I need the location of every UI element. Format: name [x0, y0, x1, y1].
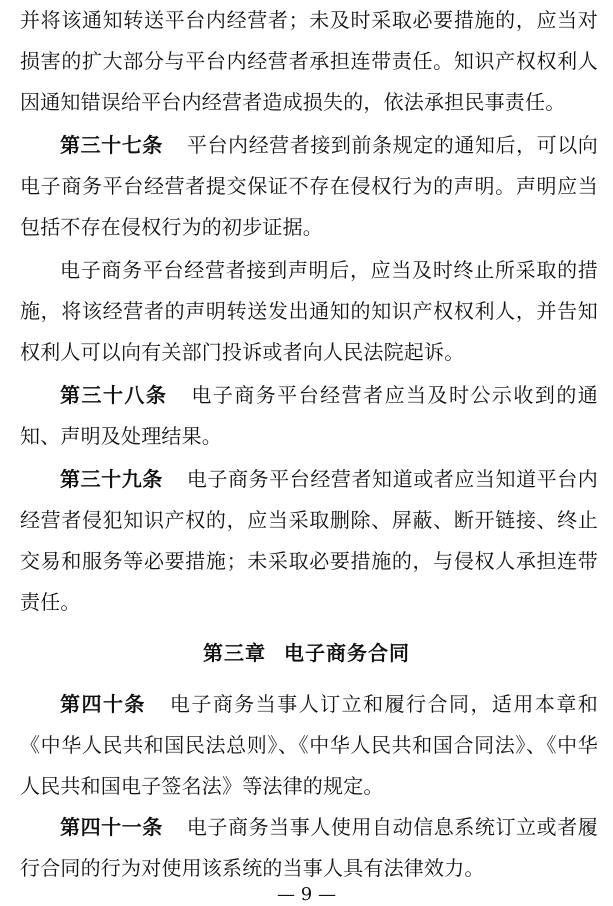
text-line: 权利人可以向有关部门投诉或者向人民法院起诉。	[20, 340, 465, 364]
text-segment: 平台内经营者接到前条规定的通知后，可以向	[186, 133, 598, 157]
text-line: 行合同的行为对使用该系统的当事人具有法律效力。	[20, 856, 485, 880]
text-line: 损害的扩大部分与平台内经营者承担连带责任。知识产权权利人	[20, 49, 598, 73]
text-line: 因通知错误给平台内经营者造成损失的，依法承担民事责任。	[20, 90, 566, 114]
article-first-line	[60, 692, 598, 716]
text-line: 包括不存在侵权行为的初步证据。	[20, 215, 323, 239]
text-segment: 电子商务当事人使用自动信息系统订立或者履	[186, 815, 598, 839]
text-line: 人民共和国电子签名法》等法律的规定。	[20, 774, 384, 798]
article-first-line	[60, 815, 598, 839]
text-segment: 电子商务当事人订立和履行合同，适用本章和	[169, 692, 599, 716]
chapter-title: 电子商务合同	[284, 641, 410, 665]
text-line: 电子商务平台经营者提交保证不存在侵权行为的声明。声明应当	[20, 174, 598, 198]
text-line: 施，将该经营者的声明转送发出通知的知识产权权利人，并告知	[20, 299, 598, 323]
text-line: 交易和服务等必要措施；未采取必要措施的，与侵权人承担连带	[20, 549, 598, 573]
text-line: 知、声明及处理结果。	[20, 424, 222, 448]
page-number: — 9 —	[277, 884, 336, 905]
article-heading: 第四十一条	[60, 815, 163, 839]
text-line: 并将该通知转送平台内经营者；未及时采取必要措施的，应当对	[20, 8, 598, 32]
article-heading: 第三十七条	[60, 133, 163, 157]
text-line: 责任。	[20, 590, 81, 614]
text-segment: 电子商务平台经营者知道或者应当知道平台内	[186, 467, 598, 491]
text-line: 经营者侵犯知识产权的，应当采取删除、屏蔽、断开链接、终止	[20, 508, 598, 532]
article-first-line	[60, 133, 598, 157]
text-segment: 电子商务平台经营者应当及时公示收到的通	[191, 383, 599, 407]
article-heading: 第三十九条	[60, 467, 163, 491]
text-line: 电子商务平台经营者接到声明后，应当及时终止所采取的措	[60, 258, 598, 282]
article-first-line	[60, 383, 598, 407]
text-line: 《中华人民共和国民法总则》、《中华人民共和国合同法》、《中华	[20, 733, 598, 757]
chapter-heading	[0, 641, 613, 665]
article-heading: 第三十八条	[60, 383, 168, 407]
article-first-line	[60, 467, 598, 491]
chapter-number: 第三章	[203, 641, 266, 665]
article-heading: 第四十条	[60, 692, 146, 716]
